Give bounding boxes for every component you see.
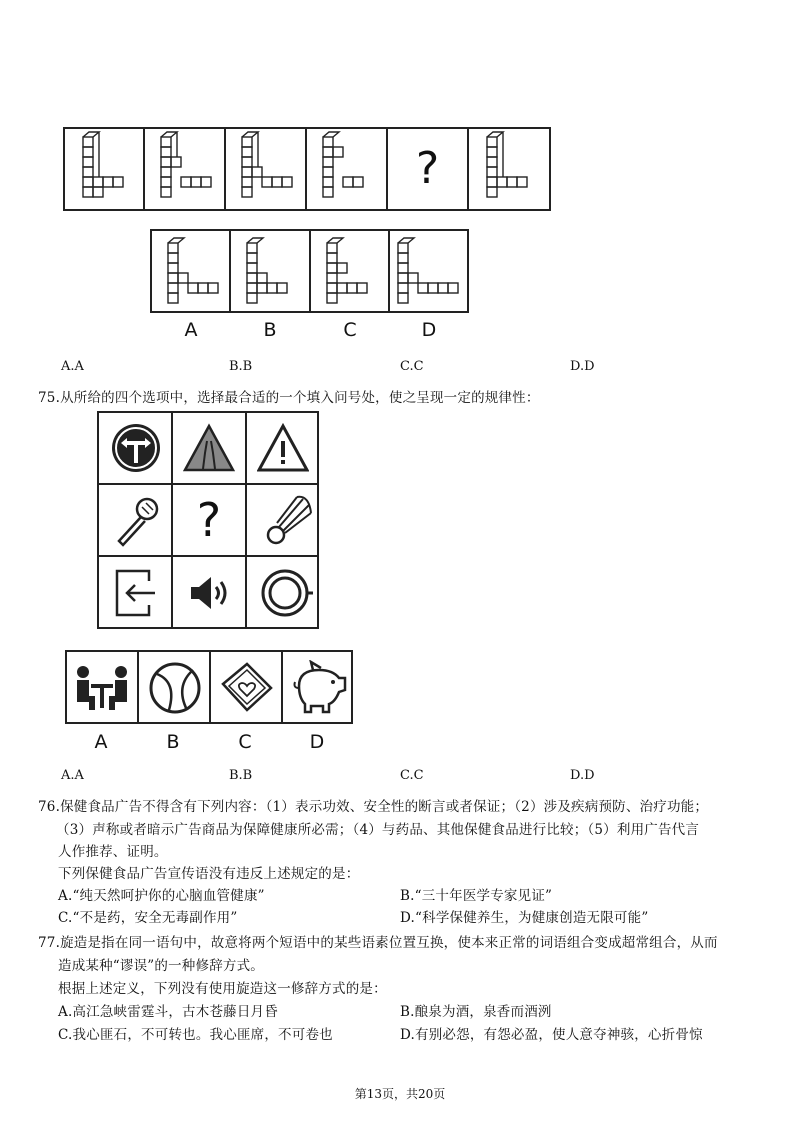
q76-stem-line-2: （3）声称或者暗示广告商品为保障健康所必需；（4）与药品、其他保健食品进行比较；（5）利用广告代言: [56, 822, 700, 838]
q76-option-a[interactable]: A.“纯天然呵护你的心脑血管健康”: [58, 888, 265, 904]
q76-option-b[interactable]: B.“三十年医学专家见证”: [400, 888, 553, 904]
q74-answer-b[interactable]: B.B: [229, 359, 253, 374]
cube-stack-icon: [307, 129, 386, 209]
q76-option-c[interactable]: C.“不是药，安全无毒副作用”: [58, 910, 238, 926]
exit-icon: [109, 565, 165, 621]
q75-stem: 75.从所给的四个选项中，选择最合适的一个填入问号处，使之呈现一定的规律性：: [38, 390, 540, 406]
q74-cell-3: [226, 129, 307, 209]
q77-option-a[interactable]: A.高江急峡雷霆斗，古木苍藤日月昏: [58, 1004, 278, 1020]
q74-option-label-d: D: [421, 319, 437, 341]
q75-answer-c[interactable]: C.C: [400, 768, 424, 783]
cube-stack-icon: [152, 231, 229, 311]
traffic-sign-turn-icon: [109, 421, 163, 475]
q74-cell-4: [307, 129, 388, 209]
road-narrows-sign-icon: [183, 423, 235, 473]
cube-stack-icon: [311, 231, 388, 311]
tilted-heart-card-icon: [217, 658, 277, 718]
q77-option-c[interactable]: C.我心匪石，不可转也。我心匪席，不可卷也: [58, 1027, 333, 1043]
q75-options-strip: [65, 650, 353, 724]
q75-question-mark: ?: [196, 493, 222, 547]
q74-option-label-a: A: [184, 319, 198, 341]
q77-stem-line-1: 77.旋造是指在同一语句中，故意将两个短语中的某些语素位置互换，使本来正常的词语组合变成超常组合，从而: [38, 935, 718, 951]
q75-option-a-figure[interactable]: [73, 660, 131, 714]
q74-answer-d[interactable]: D.D: [570, 359, 595, 374]
q75-option-b-figure[interactable]: [147, 660, 203, 716]
q75-option-label-c: C: [238, 731, 252, 753]
q76-stem-line-4: 下列保健食品广告宣传语没有违反上述规定的是：: [58, 866, 360, 882]
q74-answer-a[interactable]: A.A: [61, 359, 84, 374]
q74-answer-c[interactable]: C.C: [400, 359, 424, 374]
q75-option-label-d: D: [309, 731, 325, 753]
question-mark: ?: [415, 143, 440, 194]
people-table-icon: [73, 660, 131, 714]
q76-stem-line-3: 人作推荐、证明。: [58, 844, 168, 860]
baseball-icon: [147, 660, 203, 716]
warning-sign-icon: [257, 423, 309, 473]
cube-stack-icon: [226, 129, 305, 209]
cube-stack-icon: [145, 129, 224, 209]
q75-option-label-a: A: [94, 731, 108, 753]
q75-grid: [97, 411, 319, 629]
q74-option-d-figure[interactable]: [390, 231, 467, 311]
q77-option-d[interactable]: D.有别必怨，有怨必盈，使人意夺神骇，心折骨惊: [400, 1027, 703, 1043]
q74-cell-1: [65, 129, 145, 209]
cube-stack-icon: [390, 231, 467, 311]
q77-stem-line-2: 造成某种“谬误”的一种修辞方式。: [58, 958, 265, 974]
cube-stack-icon: [231, 231, 309, 311]
q74-cell-6: [469, 129, 549, 209]
q75-option-label-b: B: [166, 731, 180, 753]
q74-option-a-figure[interactable]: [152, 231, 231, 311]
q76-stem-line-1: 76.保健食品广告不得含有下列内容：（1）表示功效、安全性的断言或者保证；（2）涉及疾病预防、治疗功能；: [38, 799, 709, 815]
q74-option-label-c: C: [343, 319, 357, 341]
q74-option-c-figure[interactable]: [311, 231, 390, 311]
speaker-icon: [185, 569, 233, 617]
q77-option-b[interactable]: B.酿泉为酒，泉香而酒洌: [400, 1004, 552, 1020]
q75-answer-d[interactable]: D.D: [570, 768, 595, 783]
q77-stem-line-3: 根据上述定义，下列没有使用旋造这一修辞方式的是：: [58, 981, 387, 997]
q74-cell-2: [145, 129, 226, 209]
ring-icon: [257, 565, 313, 621]
q75-answer-b[interactable]: B.B: [229, 768, 253, 783]
q75-answer-a[interactable]: A.A: [61, 768, 84, 783]
piggy-bank-icon: [289, 660, 349, 716]
q74-option-label-b: B: [263, 319, 277, 341]
q76-option-d[interactable]: D.“科学保健养生，为健康创造无限可能”: [400, 910, 649, 926]
page-footer: 第13页，共20页: [354, 1087, 446, 1101]
q75-option-d-figure[interactable]: [289, 660, 349, 716]
shuttlecock-icon: [259, 493, 315, 549]
cube-stack-icon: [65, 129, 143, 209]
cube-stack-icon: [469, 129, 549, 209]
q74-cell-5: [388, 129, 469, 209]
microphone-icon: [109, 493, 165, 549]
q74-option-b-figure[interactable]: [231, 231, 311, 311]
q75-option-c-figure[interactable]: [217, 658, 277, 718]
